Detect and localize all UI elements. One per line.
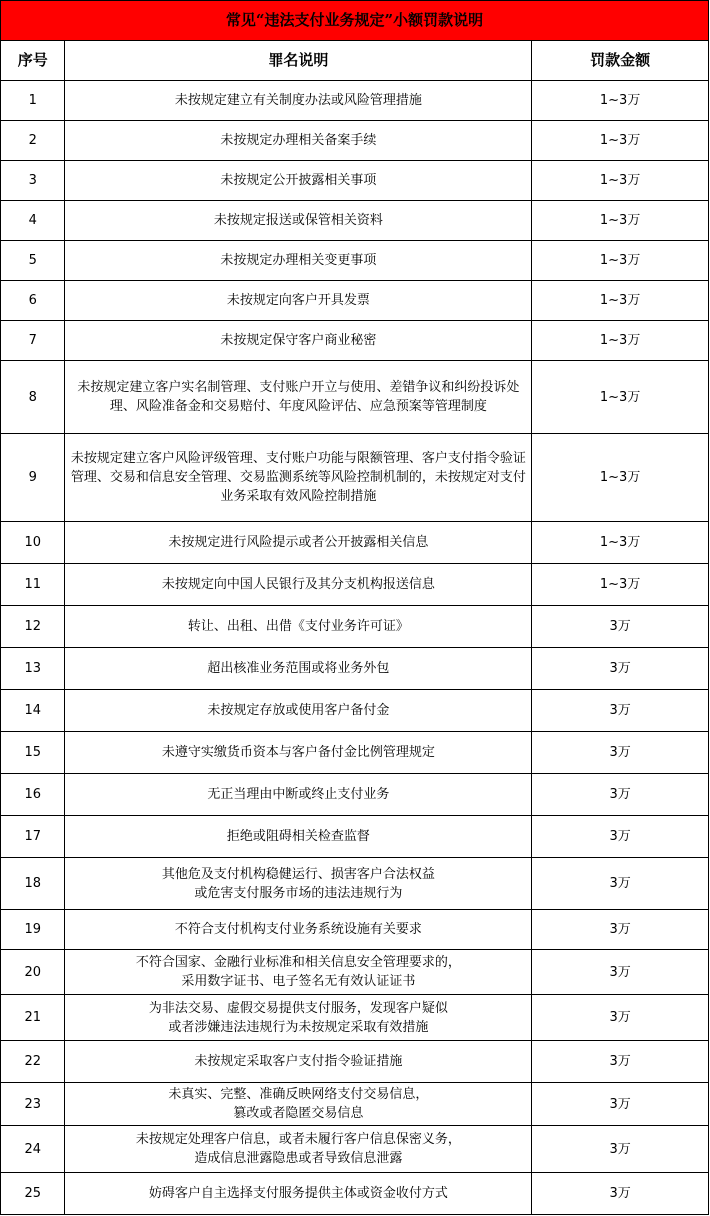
table-row xyxy=(1,201,709,241)
row-amount: 3万 xyxy=(532,995,709,1041)
table-row xyxy=(1,434,709,522)
row-amount: 3万 xyxy=(532,606,709,648)
row-number: 23 xyxy=(1,1083,65,1126)
row-number: 15 xyxy=(1,732,65,774)
row-amount: 3万 xyxy=(532,950,709,995)
row-description: 未按规定向客户开具发票 xyxy=(65,281,532,321)
row-number: 10 xyxy=(1,522,65,564)
row-description: 未按规定报送或保管相关资料 xyxy=(65,201,532,241)
table-row xyxy=(1,522,709,564)
row-number: 11 xyxy=(1,564,65,606)
row-description: 未按规定采取客户支付指令验证措施 xyxy=(65,1041,532,1083)
title-row xyxy=(1,1,709,41)
row-description: 未按规定办理相关备案手续 xyxy=(65,121,532,161)
row-number: 21 xyxy=(1,995,65,1041)
row-description: 妨碍客户自主选择支付服务提供主体或资金收付方式 xyxy=(65,1173,532,1215)
row-amount: 3万 xyxy=(532,1126,709,1173)
row-amount: 1~3万 xyxy=(532,81,709,121)
row-number: 12 xyxy=(1,606,65,648)
row-number: 6 xyxy=(1,281,65,321)
row-amount: 1~3万 xyxy=(532,201,709,241)
row-number: 17 xyxy=(1,816,65,858)
table-row xyxy=(1,606,709,648)
row-number: 1 xyxy=(1,81,65,121)
table-row xyxy=(1,81,709,121)
table-row xyxy=(1,910,709,950)
table-row xyxy=(1,858,709,910)
table-row xyxy=(1,1041,709,1083)
row-amount: 3万 xyxy=(532,1083,709,1126)
table-row xyxy=(1,816,709,858)
row-description: 其他危及支付机构稳健运行、损害客户合法权益 或危害支付服务市场的违法违规行为 xyxy=(65,858,532,910)
row-description: 无正当理由中断或终止支付业务 xyxy=(65,774,532,816)
row-description: 未按规定建立客户风险评级管理、支付账户功能与限额管理、客户支付指令验证管理、交易和信息安全管理、交易监测系统等风险控制机制的，未按规定对支付业务采取有效风险控制措施 xyxy=(65,434,532,522)
row-number: 25 xyxy=(1,1173,65,1215)
row-description: 未遵守实缴货币资本与客户备付金比例管理规定 xyxy=(65,732,532,774)
row-description: 转让、出租、出借《支付业务许可证》 xyxy=(65,606,532,648)
row-number: 16 xyxy=(1,774,65,816)
row-amount: 1~3万 xyxy=(532,522,709,564)
row-description: 未真实、完整、准确反映网络支付交易信息， 篡改或者隐匿交易信息 xyxy=(65,1083,532,1126)
row-amount: 1~3万 xyxy=(532,564,709,606)
row-number: 20 xyxy=(1,950,65,995)
header-amount: 罚款金额 xyxy=(532,41,709,81)
row-amount: 1~3万 xyxy=(532,241,709,281)
header-row xyxy=(1,41,709,81)
row-description: 不符合国家、金融行业标准和相关信息安全管理要求的， 采用数字证书、电子签名无有效认证证书 xyxy=(65,950,532,995)
table-row xyxy=(1,648,709,690)
row-description: 未按规定向中国人民银行及其分支机构报送信息 xyxy=(65,564,532,606)
row-description: 超出核准业务范围或将业务外包 xyxy=(65,648,532,690)
table-row xyxy=(1,732,709,774)
table-body xyxy=(1,81,709,1215)
row-amount: 3万 xyxy=(532,816,709,858)
row-amount: 1~3万 xyxy=(532,434,709,522)
row-amount: 3万 xyxy=(532,732,709,774)
row-number: 3 xyxy=(1,161,65,201)
table-row xyxy=(1,564,709,606)
table-row xyxy=(1,241,709,281)
row-number: 18 xyxy=(1,858,65,910)
row-amount: 3万 xyxy=(532,1173,709,1215)
row-number: 22 xyxy=(1,1041,65,1083)
row-description: 未按规定建立有关制度办法或风险管理措施 xyxy=(65,81,532,121)
row-number: 19 xyxy=(1,910,65,950)
table-row xyxy=(1,995,709,1041)
row-description: 为非法交易、虚假交易提供支付服务，发现客户疑似 或者涉嫌违法违规行为未按规定采取有效措施 xyxy=(65,995,532,1041)
table-row xyxy=(1,690,709,732)
row-number: 8 xyxy=(1,361,65,434)
row-amount: 1~3万 xyxy=(532,281,709,321)
row-number: 7 xyxy=(1,321,65,361)
table-row xyxy=(1,1173,709,1215)
table-row xyxy=(1,1126,709,1173)
row-amount: 3万 xyxy=(532,648,709,690)
table-row xyxy=(1,281,709,321)
row-number: 5 xyxy=(1,241,65,281)
row-number: 9 xyxy=(1,434,65,522)
header-description: 罪名说明 xyxy=(65,41,532,81)
row-number: 2 xyxy=(1,121,65,161)
header-number: 序号 xyxy=(1,41,65,81)
row-description: 拒绝或阻碍相关检查监督 xyxy=(65,816,532,858)
table-row xyxy=(1,774,709,816)
table-title: 常见“违法支付业务规定”小额罚款说明 xyxy=(1,1,709,41)
row-amount: 3万 xyxy=(532,690,709,732)
row-amount: 3万 xyxy=(532,858,709,910)
row-description: 不符合支付机构支付业务系统设施有关要求 xyxy=(65,910,532,950)
table-row xyxy=(1,1083,709,1126)
row-description: 未按规定建立客户实名制管理、支付账户开立与使用、差错争议和纠纷投诉处理、风险准备金和交易赔付、年度风险评估、应急预案等管理制度 xyxy=(65,361,532,434)
row-amount: 3万 xyxy=(532,1041,709,1083)
table-row xyxy=(1,361,709,434)
row-number: 24 xyxy=(1,1126,65,1173)
row-amount: 1~3万 xyxy=(532,121,709,161)
row-number: 14 xyxy=(1,690,65,732)
row-amount: 1~3万 xyxy=(532,361,709,434)
row-amount: 1~3万 xyxy=(532,161,709,201)
row-description: 未按规定存放或使用客户备付金 xyxy=(65,690,532,732)
table-row xyxy=(1,121,709,161)
row-description: 未按规定处理客户信息，或者未履行客户信息保密义务， 造成信息泄露隐患或者导致信息泄露 xyxy=(65,1126,532,1173)
table-row xyxy=(1,321,709,361)
row-description: 未按规定办理相关变更事项 xyxy=(65,241,532,281)
row-description: 未按规定公开披露相关事项 xyxy=(65,161,532,201)
table-row xyxy=(1,161,709,201)
row-number: 13 xyxy=(1,648,65,690)
row-amount: 3万 xyxy=(532,910,709,950)
row-description: 未按规定保守客户商业秘密 xyxy=(65,321,532,361)
row-amount: 3万 xyxy=(532,774,709,816)
row-amount: 1~3万 xyxy=(532,321,709,361)
table-row xyxy=(1,950,709,995)
row-number: 4 xyxy=(1,201,65,241)
row-description: 未按规定进行风险提示或者公开披露相关信息 xyxy=(65,522,532,564)
